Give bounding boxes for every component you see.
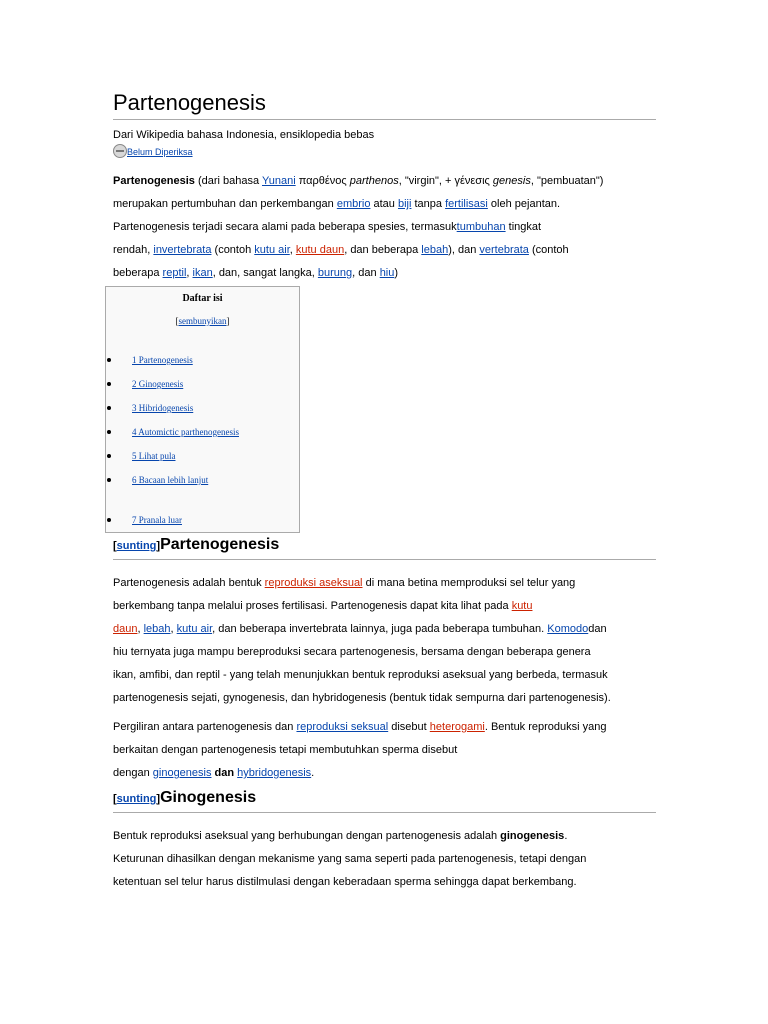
intro-line-1: Partenogenesis (dari bahasa Yunani παρθένος parthenos, "virgin", + γένεσις genesis, "pembuatan") bbox=[113, 175, 604, 187]
link-biji[interactable]: biji bbox=[397, 198, 412, 210]
toc-link[interactable]: 2 Ginogenesis bbox=[132, 379, 184, 389]
link-embrio[interactable]: embrio bbox=[336, 198, 371, 210]
link-burung[interactable]: burung bbox=[317, 267, 353, 279]
link-ikan[interactable]: ikan bbox=[192, 267, 213, 279]
bullet-icon bbox=[107, 430, 111, 434]
section-title: Partenogenesis bbox=[160, 536, 280, 553]
link-vertebrata[interactable]: vertebrata bbox=[479, 244, 529, 256]
redlink-kutu-daun[interactable]: kutu daun bbox=[295, 244, 345, 256]
link-kutu-air[interactable]: kutu air bbox=[254, 244, 290, 256]
link-invertebrata[interactable]: invertebrata bbox=[153, 244, 212, 256]
bullet-icon bbox=[107, 358, 111, 362]
toc-item bbox=[132, 378, 183, 390]
redlink-reproduksi-aseksual[interactable]: reproduksi aseksual bbox=[264, 577, 363, 589]
section2-paragraph: Bentuk reproduksi aseksual yang berhubungan dengan partenogenesis adalah ginogenesis. Keturunan dihasilkan dengan mekanisme yang sama seperti pada partenogenesis, tetapi dengan ketentuan sel telur harus distilmulasi dengan keberadaan sperma sehingga dapat berkembang. bbox=[113, 830, 587, 888]
toc-link[interactable]: 7 Pranala luar bbox=[132, 515, 182, 525]
toc-link[interactable]: 3 Hibridogenesis bbox=[132, 403, 194, 413]
link-kutu-air[interactable]: kutu air bbox=[176, 623, 213, 635]
section-heading-partenogenesis: [sunting]Partenogenesis bbox=[113, 534, 656, 560]
toc-item bbox=[132, 450, 176, 462]
link-hybridogenesis[interactable]: hybridogenesis bbox=[237, 767, 312, 779]
section1-paragraph-2: Pergiliran antara partenogenesis dan reproduksi seksual disebut heterogami. Bentuk reproduksi yang berkaitan dengan partenogenesis tetapi membutuhkan sperma disebut dengan ginogenesis dan hybridogenesis. bbox=[113, 721, 607, 779]
link-ginogenesis[interactable]: ginogenesis bbox=[152, 767, 212, 779]
intro-line-4: rendah, invertebrata (contoh kutu air, kutu daun, dan beberapa lebah), dan vertebrata (contoh bbox=[113, 244, 569, 256]
link-lebah[interactable]: lebah bbox=[143, 623, 171, 635]
toc-item bbox=[132, 426, 239, 438]
toc-hide-toggle: [sembunyikan] bbox=[175, 316, 230, 326]
page-title: Partenogenesis bbox=[113, 90, 656, 120]
unreviewed-icon bbox=[113, 144, 127, 158]
intro-line-3: Partenogenesis terjadi secara alami pada beberapa spesies, termasuktumbuhan tingkat bbox=[113, 221, 542, 233]
edit-link[interactable]: sunting bbox=[116, 540, 157, 552]
toc-item bbox=[132, 474, 208, 486]
review-flag-link[interactable]: Belum Diperiksa bbox=[127, 147, 193, 157]
edit-link[interactable]: sunting bbox=[116, 793, 157, 805]
section-title: Ginogenesis bbox=[160, 789, 257, 806]
redlink-daun[interactable]: daun bbox=[113, 623, 138, 635]
bullet-icon bbox=[107, 518, 111, 522]
intro-paragraph bbox=[113, 170, 656, 285]
link-yunani[interactable]: Yunani bbox=[262, 175, 296, 187]
toc-hide-link[interactable]: sembunyikan bbox=[178, 316, 227, 326]
redlink-kutu[interactable]: kutu bbox=[511, 600, 533, 612]
link-fertilisasi[interactable]: fertilisasi bbox=[445, 198, 488, 210]
toc-link[interactable]: 4 Automictic parthenogenesis bbox=[132, 427, 239, 437]
redlink-heterogami[interactable]: heterogami bbox=[429, 721, 485, 733]
link-hiu[interactable]: hiu bbox=[379, 267, 395, 279]
bullet-icon bbox=[107, 382, 111, 386]
link-reproduksi-seksual[interactable]: reproduksi seksual bbox=[296, 721, 389, 733]
bullet-icon bbox=[107, 478, 111, 482]
section1-paragraph-1: Partenogenesis adalah bentuk reproduksi aseksual di mana betina memproduksi sel telur yang berkembang tanpa melalui proses fertilisasi. Partenogenesis dapat kita lihat pada kutu daun, lebah, kutu air, dan beberapa invertebrata lainnya, juga pada beberapa tumbuhan. Komododan hiu ternyata juga mampu bereproduksi secara partenogenesis, bersama dengan beberapa genera ikan, amfibi, dan reptil - yang telah menunjukkan bentuk reproduksi aseksual yang berbeda, termasuk partenogenesis sejati, gynogenesis, dan hybridogenesis (bentuk tidak sempurna dari partenogenesis). bbox=[113, 577, 611, 704]
toc-item bbox=[132, 514, 182, 526]
toc-item bbox=[132, 402, 193, 414]
link-lebah[interactable]: lebah bbox=[421, 244, 449, 256]
toc-link[interactable]: 6 Bacaan lebih lanjut bbox=[132, 475, 209, 485]
site-subtitle: Dari Wikipedia bahasa Indonesia, ensiklopedia bebas bbox=[113, 129, 375, 141]
toc-title: Daftar isi bbox=[182, 293, 223, 304]
review-flag bbox=[113, 144, 193, 159]
section-heading-ginogenesis: [sunting]Ginogenesis bbox=[113, 787, 656, 813]
toc-link[interactable]: 5 Lihat pula bbox=[132, 451, 176, 461]
link-komodo[interactable]: Komodo bbox=[547, 623, 589, 635]
intro-line-2: merupakan pertumbuhan dan perkembangan embrio atau biji tanpa fertilisasi oleh pejantan. bbox=[113, 198, 561, 210]
link-reptil[interactable]: reptil bbox=[162, 267, 187, 279]
intro-line-5: beberapa reptil, ikan, dan, sangat langka, burung, dan hiu) bbox=[113, 267, 399, 279]
table-of-contents bbox=[105, 286, 300, 533]
bullet-icon bbox=[107, 406, 111, 410]
bullet-icon bbox=[107, 454, 111, 458]
toc-item bbox=[132, 354, 193, 366]
link-tumbuhan[interactable]: tumbuhan bbox=[456, 221, 506, 233]
toc-link[interactable]: 1 Partenogenesis bbox=[132, 355, 193, 365]
